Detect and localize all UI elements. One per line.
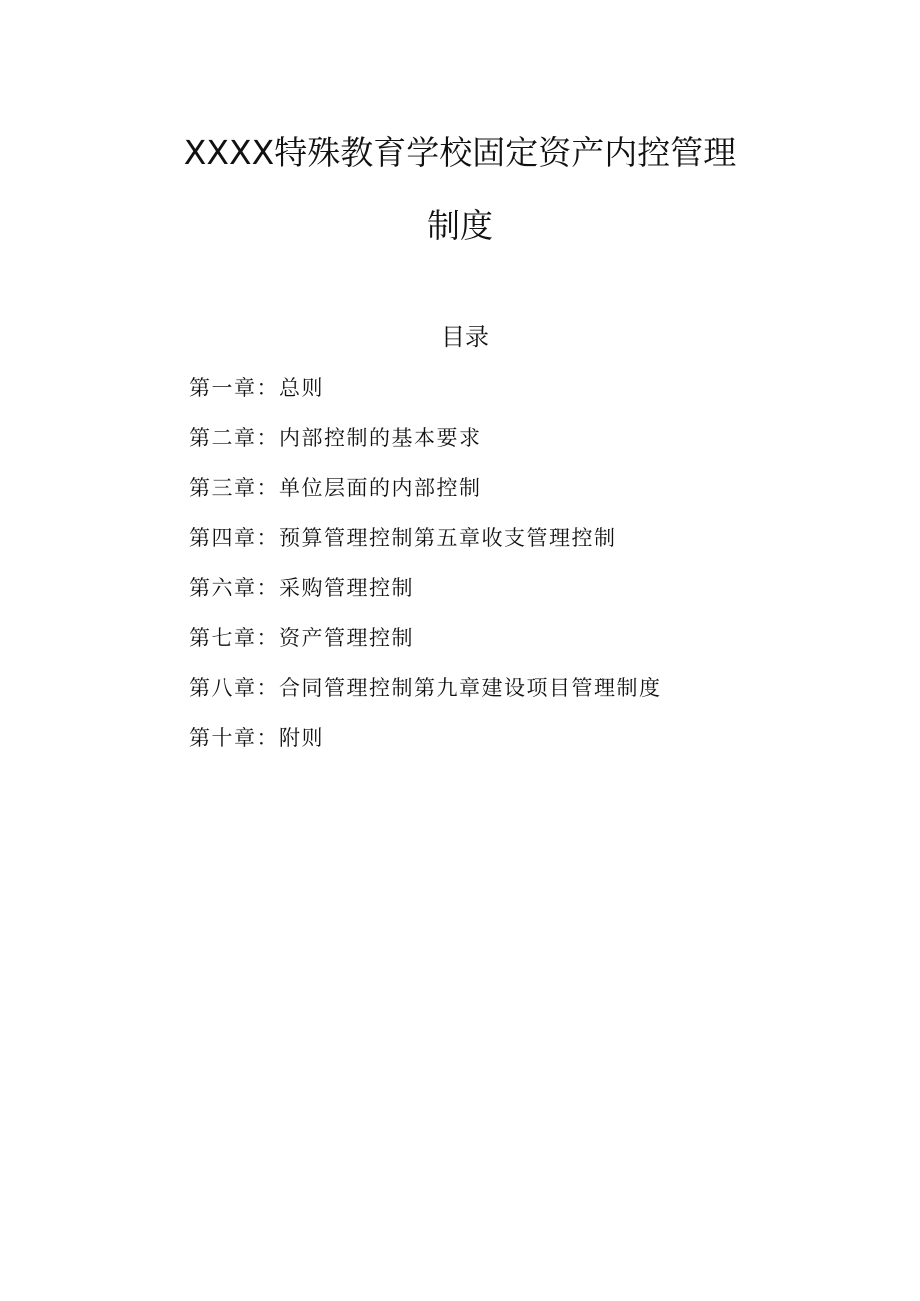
toc-item-chapter-3: 第三章：单位层面的内部控制 <box>189 476 482 500</box>
toc-item-chapter-6: 第六章：采购管理控制 <box>189 576 414 600</box>
toc-item-chapter-8-9: 第八章：合同管理控制第九章建设项目管理制度 <box>189 676 662 700</box>
toc-item-chapter-10: 第十章：附则 <box>189 726 324 750</box>
toc-heading: 目录 <box>441 323 489 351</box>
toc-item-chapter-1: 第一章：总则 <box>189 376 324 400</box>
document-title-line-2: 制度 <box>427 206 493 245</box>
document-title-line-1: XXXX特殊教育学校固定资产内控管理 <box>183 133 737 172</box>
toc-item-chapter-2: 第二章：内部控制的基本要求 <box>189 426 482 450</box>
toc-item-chapter-4-5: 第四章：预算管理控制第五章收支管理控制 <box>189 526 617 550</box>
toc-item-chapter-7: 第七章：资产管理控制 <box>189 626 414 650</box>
table-of-contents <box>189 374 662 774</box>
